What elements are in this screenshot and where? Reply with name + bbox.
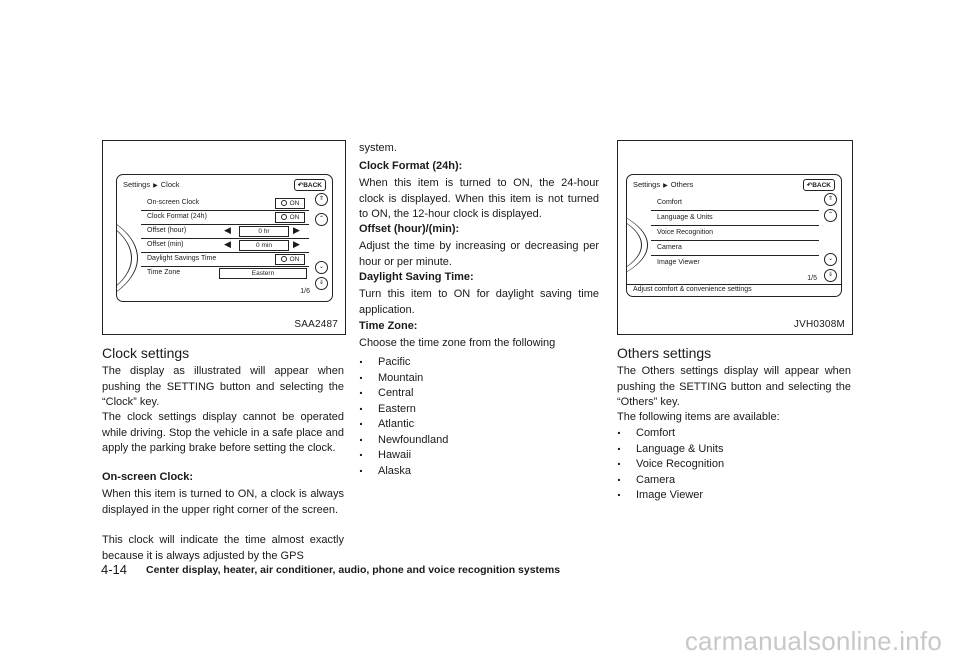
subheading: Offset (hour)/(min): — [359, 223, 460, 235]
list-item: . Eastern — [359, 402, 599, 418]
subheading: On-screen Clock: — [102, 471, 194, 483]
menu-row-offset-hour[interactable]: Offset (hour) ◀ 0 hr ▶ — [141, 224, 309, 239]
page-down-icon[interactable]: ⇓ — [824, 269, 837, 282]
on-indicator: ON — [275, 198, 305, 209]
paragraph: Choose the time zone from the following — [359, 337, 556, 349]
on-indicator: ON — [275, 254, 305, 265]
list-item: . Comfort — [617, 426, 851, 442]
section-heading-others-settings: Others settings — [617, 345, 712, 361]
page-down-icon[interactable]: ⇓ — [315, 277, 328, 290]
offset-min-value: 0 min — [239, 240, 289, 251]
others-items-list — [617, 426, 851, 504]
offset-hour-value: 0 hr — [239, 226, 289, 237]
paragraph: Turn this item to ON for daylight saving time application. — [359, 288, 599, 316]
section-heading-clock-settings: Clock settings — [102, 345, 190, 361]
increase-arrow-icon[interactable]: ▶ — [293, 225, 300, 235]
decrease-arrow-icon[interactable]: ◀ — [224, 239, 231, 249]
menu-row-voice-recognition[interactable]: Voice Recognition — [651, 226, 819, 241]
list-item: . Alaska — [359, 464, 599, 480]
menu-row-language-units[interactable]: Language & Units — [651, 211, 819, 226]
page-number: 4-14 — [101, 562, 128, 577]
paragraph: The Others settings display will appear when pushing the SETTING button and selecting the “Others” key. — [617, 365, 851, 408]
page-indicator: 1/6 — [300, 288, 310, 295]
increase-arrow-icon[interactable]: ▶ — [293, 239, 300, 249]
menu-row-offset-min[interactable]: Offset (min) ◀ 0 min ▶ — [141, 238, 309, 253]
on-indicator: ON — [275, 212, 305, 223]
page-up-icon[interactable]: ⇑ — [315, 193, 328, 206]
list-item: . Atlantic — [359, 417, 599, 433]
scroll-down-icon[interactable]: ⌄ — [315, 261, 328, 274]
back-button[interactable]: ↶BACK — [294, 179, 326, 191]
paragraph: When this item is turned to ON, the 24-hour clock is displayed. When this item is not turned to ON, the 12-hour clock is displayed. — [359, 177, 599, 220]
figure-clock-settings — [102, 140, 346, 335]
menu-row-time-zone[interactable]: Time Zone Eastern — [141, 266, 309, 280]
list-item: . Mountain — [359, 371, 599, 387]
menu-row-comfort[interactable]: Comfort — [651, 196, 819, 211]
time-zone-value: Eastern — [219, 268, 307, 279]
breadcrumb: Settings ▶ Others — [633, 180, 694, 189]
list-item: . Central — [359, 386, 599, 402]
list-item: . Language & Units — [617, 442, 851, 458]
status-line: Adjust comfort & convenience settings — [633, 286, 752, 293]
chapter-title: Center display, heater, air conditioner, audio, phone and voice recognition systems — [146, 564, 561, 576]
paragraph: The following items are available: — [617, 411, 780, 423]
watermark: carmanualsonline.info — [684, 626, 942, 656]
list-item: . Hawaii — [359, 448, 599, 464]
figure-others-settings — [617, 140, 853, 335]
paragraph: Adjust the time by increasing or decreasing per hour or per minute. — [359, 240, 599, 268]
page-up-icon[interactable]: ⇑ — [824, 193, 837, 206]
scroll-up-icon[interactable]: ⌃ — [315, 213, 328, 226]
figure-code: SAA2487 — [294, 319, 338, 330]
menu-row-on-screen-clock[interactable]: On-screen Clock ON — [141, 196, 309, 211]
back-button[interactable]: ↶BACK — [803, 179, 835, 191]
scroll-down-icon[interactable]: ⌄ — [824, 253, 837, 266]
list-item: . Newfoundland — [359, 433, 599, 449]
scroll-up-icon[interactable]: ⌃ — [824, 209, 837, 222]
paragraph: This clock will indicate the time almost exactly because it is always adjusted by the GPS — [102, 534, 344, 562]
time-zone-list — [359, 355, 599, 479]
list-item: . Pacific — [359, 355, 599, 371]
decrease-arrow-icon[interactable]: ◀ — [224, 225, 231, 235]
menu-row-clock-format[interactable]: Clock Format (24h) ON — [141, 210, 309, 225]
page-indicator: 1/5 — [807, 275, 817, 282]
paragraph: When this item is turned to ON, a clock is always displayed in the upper right corner of the screen. — [102, 488, 344, 516]
menu-row-daylight-savings[interactable]: Daylight Savings Time ON — [141, 252, 309, 267]
subheading: Clock Format (24h): — [359, 160, 463, 172]
figure-code: JVH0308M — [793, 319, 845, 330]
paragraph: The display as illustrated will appear when pushing the SETTING button and selecting the “Clock” key. — [102, 365, 344, 408]
subheading: Time Zone: — [359, 320, 418, 332]
list-item: . Image Viewer — [617, 488, 851, 504]
paragraph: system. — [359, 142, 397, 154]
breadcrumb: Settings ▶ Clock — [123, 180, 180, 189]
menu-row-camera[interactable]: Camera — [651, 241, 819, 256]
subheading: Daylight Saving Time: — [359, 271, 474, 283]
paragraph: The clock settings display cannot be operated while driving. Stop the vehicle in a safe place and apply the parking brake before setting the clock. — [102, 411, 344, 454]
menu-row-image-viewer[interactable]: Image Viewer — [657, 259, 700, 266]
others-screen-illustration — [626, 174, 842, 297]
list-item: . Camera — [617, 473, 851, 489]
clock-screen-illustration — [116, 174, 333, 302]
list-item: . Voice Recognition — [617, 457, 851, 473]
